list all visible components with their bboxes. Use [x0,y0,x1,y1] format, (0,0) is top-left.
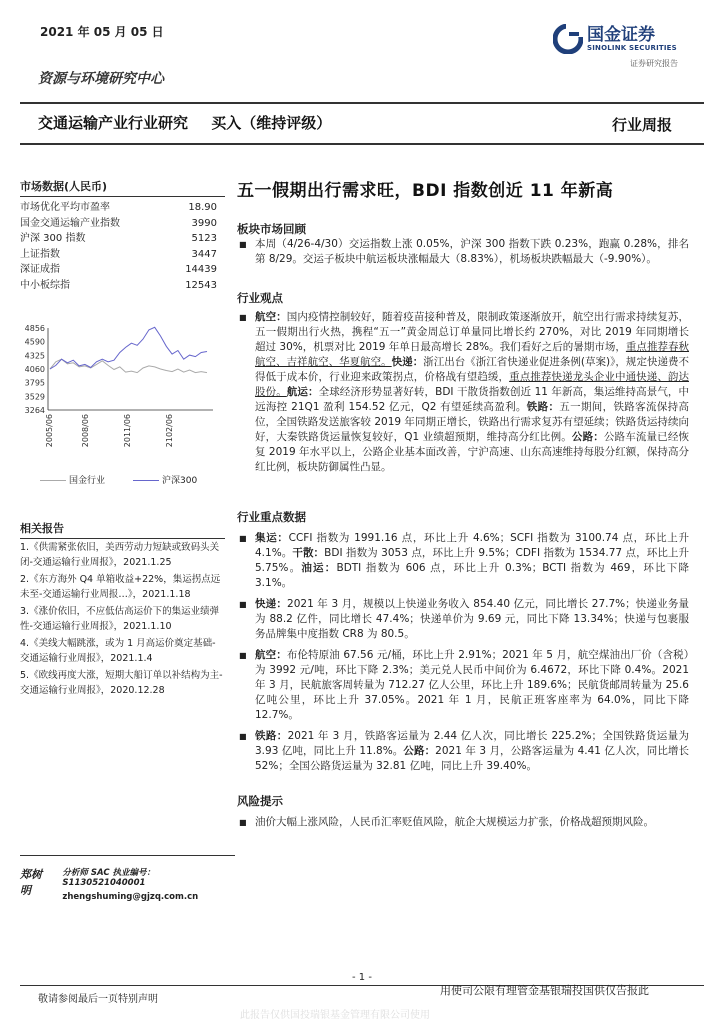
bullet-icon: ■ [239,818,247,827]
bullet-icon: ■ [239,651,247,660]
analyst-name: 郑树明 [20,868,42,897]
bullet-icon: ■ [239,313,247,322]
x-tick-label: 2005/06 [45,414,54,448]
analyst-divider [20,855,235,856]
bullet-text: 油价大幅上涨风险，人民币汇率贬值风险，航企大规模运力扩张，价格战超预期风险。 [255,816,654,828]
footer-disclaimer: 敬请参阅最后一页特别声明 [38,994,158,1005]
bullet-item [239,815,689,830]
report-type: 行业周报 [612,116,673,134]
y-tick-label: 3529 [24,392,45,402]
bullet-item [239,531,689,591]
brand-name-cn: 国金证券 [587,25,655,45]
section-key-data [237,510,689,774]
watermark: 此报告仅供国投瑞银基金管理有限公司使用 [240,1010,430,1021]
market-value: 5123 [191,233,217,244]
bullet-icon: ■ [239,534,247,543]
bullet-item [239,237,689,267]
related-report-link[interactable]: 4.《美线大幅跳涨，或为 1 月高运价奠定基础-交通运输行业周报》，2021.1.4 [20,638,216,664]
market-label: 市场优化平均市盈率 [20,202,110,213]
x-tick-label: 2102/06 [165,414,174,448]
section-industry-view [237,291,689,475]
related-report-link[interactable]: 3.《涨价依旧，不应低估高运价下的集运业绩弹性-交通运输行业周报》，2021.1.10 [20,606,220,632]
related-report-link[interactable]: 5.《欧线再度大涨，短期大船订单以补结构为主-交通运输行业周报》，2020.12.28 [20,670,223,696]
analyst-block [20,866,235,902]
analyst-cert: 分析师 SAC 执业编号：S1130521040001 [62,868,156,888]
section-heading: 行业重点数据 [237,510,306,524]
market-label: 深证成指 [20,264,60,275]
bullet-icon: ■ [239,600,247,609]
chart-legend [40,473,197,486]
header-divider [20,102,704,104]
section-market-review [237,222,689,267]
industry-title [38,112,331,133]
bullet-text: 航空：布伦特原油 67.56 元/桶，环比上升 2.91%；2021 年 5 月，航空煤油出厂价（含税）为 3992 元/吨，环比下降 2.3%；美元兑人民币中间价为 6.4672，环比下降 0.4%。2021 年 3 月，民航旅客周转量为 712.27 亿人公里，环比上升 189.6%；民航货邮周转量为 25.6 亿吨公里，环比上升 37.05%。2021 年 1 月，民航正班客座率为 64.0%，同比下降 12.7%。 [255,649,690,721]
market-label: 中小板综指 [20,279,70,291]
brand-subtitle: 证券研究报告 [630,59,678,68]
bullet-item [239,648,689,723]
related-reports-list [20,540,225,700]
report-title: 五一假期出行需求旺，BDI 指数创近 11 年新高 [237,181,614,201]
title-divider [20,143,704,145]
rating: 买入（维持评级） [211,114,332,132]
bullet-item [239,597,689,642]
y-tick-label: 4060 [24,365,45,374]
y-tick-label: 4590 [24,337,45,347]
legend-item-hs300: 沪深300 [133,473,197,486]
bullet-item [239,729,689,774]
market-value: 18.90 [188,202,217,213]
section-heading: 风险提示 [237,794,283,808]
related-reports-heading: 相关报告 [20,520,225,539]
market-label: 国金交通运输产业指数 [20,217,120,229]
report-date: 2021 年 05 月 05 日 [40,25,164,39]
related-report-link[interactable]: 2.《东方海外 Q4 单箱收益+22%，集运拐点远未至-交通运输行业周报…》，2021.1.18 [20,574,221,600]
index-line-chart [18,318,223,468]
series-line-industry [50,359,207,372]
brand-name-en: SINOLINK SECURITIES [587,44,677,52]
market-row [20,216,225,232]
analyst-email[interactable]: zhengshuming@gjzq.com.cn [62,892,199,902]
market-row [20,247,225,263]
market-row [20,262,225,278]
market-value: 12543 [185,279,217,291]
y-tick-label: 3795 [24,378,45,388]
bullet-item [239,310,689,475]
bullet-text: 快递：2021 年 3 月，规模以上快递业务收入 854.40 亿元，同比增长 27.7%；快递业务量为 88.2 亿件，同比增长 47.4%；快递单价为 9.69 元，同比下降 13.34%；快递与包裹服务品牌集中度指数 CR8 为 80.5。 [255,598,689,640]
bullet-icon: ■ [239,240,247,249]
brand-logo [553,24,677,54]
market-row [20,200,225,216]
market-value: 14439 [185,264,217,275]
market-value: 3990 [191,217,217,229]
market-label: 沪深 300 指数 [20,233,86,244]
market-row [20,231,225,247]
y-tick-label: 3264 [24,406,45,415]
market-label: 上证指数 [20,248,60,260]
x-tick-label: 2011/06 [123,414,132,448]
sinolink-logo-icon [553,24,583,54]
section-risk [237,794,689,830]
section-heading: 板块市场回顾 [237,222,306,236]
x-tick-label: 2008/06 [81,414,90,448]
market-row [20,278,225,294]
research-center-name: 资源与环境研究中心 [38,71,164,87]
bullet-icon: ■ [239,732,247,741]
section-heading: 行业观点 [237,291,283,305]
bullet-text: 航空：国内疫情控制较好，随着疫苗接种普及，限制政策逐渐放开，航空出行需求持续复苏，五一假期出行火热，携程“五一”黄金周总订单量同比增长约 270%，对比 2019 年同期增长超过 30%，机票对比 2019 年单日最高增长 28%。我们看好之后的暑期市场，重点推荐春秋航空、吉祥航空、华夏航空。快递：浙江出台《浙江省快递业促进条例(草案)》，规定快递费不得低于成本价，行业迎来政策拐点，价格战有望趋缓，重点推荐快递龙头企业中通快递、韵达股份。航运：全球经济形势显著好转，BDI 干散货指数创近 11 年新高，集运维持高景气，中远海控 21Q1 盈利 154.52 亿元，Q2 有望延续高盈利。铁路：五一期间，铁路客流保持高位，全国铁路发送旅客较 2019 年同期正增长，铁路出行需求复苏有望延续；铁路货运持续向好，大秦铁路货运量恢复较好，Q1 业绩超预期，维持高分红比例。公路：公路车流量已经恢复 2019 年水平以上，公路企业基本面改善，宁沪高速、山东高速维持每股分红额，保持高分红比例，板块防御属性凸显。 [255,311,690,473]
page-number: - 1 - [352,972,372,983]
related-report-link[interactable]: 1.《供需紧张依旧，美西劳动力短缺或致码头关闭-交通运输行业周报》，2021.1.25 [20,542,220,568]
market-data-heading: 市场数据(人民币) [20,178,225,197]
bullet-text: 本周（4/26-4/30）交运指数上涨 0.05%，沪深 300 指数下跌 0.23%，跑赢 0.28%，排名第 8/29。交运子板块中航运板块涨幅最大（8.83%），机场板块跌幅最大（-9.90%）。 [255,238,689,265]
market-data-panel [20,178,225,293]
footer-notice: 用使司公限有理管金基银瑞投国供仅告报此 [440,984,649,997]
legend-item-industry: 国金行业 [40,473,105,486]
bullet-text: 集运：CCFI 指数为 1991.16 点，环比上升 4.6%；SCFI 指数为 3100.74 点，环比上升 4.1%。干散：BDI 指数为 3053 点，环比上升 9.5%；CDFI 指数为 1534.77 点，环比上升 5.75%。油运：BDTI 指数为 606 点，环比上升 0.3%；BCTI 指数为 469，环比下降 3.1%。 [255,532,690,589]
y-tick-label: 4856 [24,324,45,333]
industry-name: 交通运输产业行业研究 [38,114,189,132]
bullet-text: 铁路：2021 年 3 月，铁路客运量为 2.44 亿人次，同比增长 225.2%；全国铁路货运量为 3.93 亿吨，同比上升 11.8%。公路：2021 年 3 月，公路客运量为 4.41 亿人次，同比增长 52%；全国公路货运量为 32.81 亿吨，同比上升 39.40%。 [255,730,690,772]
y-tick-label: 4325 [24,351,45,361]
market-value: 3447 [191,248,217,260]
